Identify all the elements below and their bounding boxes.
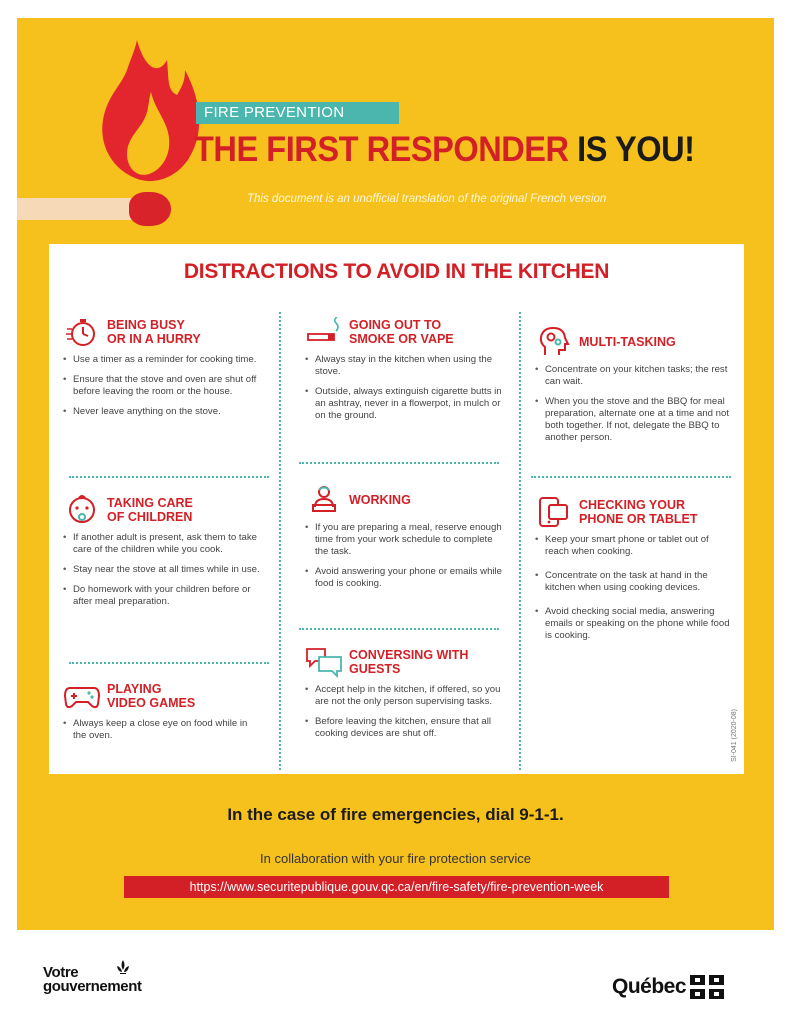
cigarette-icon (305, 314, 343, 350)
phone-tablet-icon (535, 494, 573, 530)
row-divider-col2-a (299, 462, 499, 464)
section-working (305, 480, 505, 598)
speech-bubbles-icon (305, 644, 343, 680)
row-divider-col3-a (531, 476, 731, 478)
list-item: • Stay near the stove at all times while in use. (63, 564, 263, 576)
row-divider-col2-b (299, 628, 499, 630)
votre-gouvernement-logo: Votre gouvernement (43, 966, 142, 994)
list-item: • Outside, always extinguish cigarette butts in an ashtray, never in a flowerpot, in mulch or on the ground. (305, 386, 505, 422)
list-item: • Use a timer as a reminder for cooking time. (63, 354, 263, 366)
section-title: CONVERSING WITH GUESTS (349, 648, 469, 676)
headline (194, 130, 694, 170)
list-item: • Always keep a close eye on food while in the oven. (63, 718, 263, 742)
headline-black: IS YOU! (577, 130, 695, 169)
distractions-panel (49, 244, 744, 774)
list-item: • Always stay in the kitchen when using the stove. (305, 354, 505, 378)
list-item: • Never leave anything on the stove. (63, 406, 263, 418)
list-item: • If you are preparing a meal, reserve enough time from your work schedule to complete the task. (305, 522, 505, 558)
quebec-logo: Québec (612, 975, 724, 999)
translation-disclaimer: This document is an unofficial translation of the original French version (247, 193, 607, 205)
section-title: PLAYING VIDEO GAMES (107, 682, 196, 710)
section-multi-tasking (535, 322, 735, 452)
column-divider-1 (279, 312, 281, 770)
list-item: • If another adult is present, ask them to take care of the children while you cook. (63, 532, 263, 556)
row-divider-col1-a (69, 476, 269, 478)
emergency-message: In the case of fire emergencies, dial 9-1-1. (227, 805, 564, 824)
poster-background (17, 18, 774, 930)
list-item: • Before leaving the kitchen, ensure that all cooking devices are shut off. (305, 716, 505, 740)
section-title: MULTI-TASKING (579, 335, 676, 349)
headline-red: THE FIRST RESPONDER (194, 130, 569, 169)
section-being-busy (63, 312, 263, 426)
list-item: • Keep your smart phone or tablet out of reach when cooking. (535, 534, 735, 558)
fire-prevention-tag: FIRE PREVENTION (196, 102, 399, 124)
flame-icon (97, 40, 207, 190)
list-item: • Avoid answering your phone or emails while food is cooking. (305, 566, 505, 590)
quebec-flag-icon (690, 975, 724, 999)
list-item: • Concentrate on the task at hand in the kitchen when using cooking devices. (535, 570, 735, 594)
worker-laptop-icon (305, 482, 343, 518)
section-title: CHECKING YOUR PHONE OR TABLET (579, 498, 698, 526)
section-title: WORKING (349, 493, 411, 507)
section-title: GOING OUT TO SMOKE OR VAPE (349, 318, 454, 346)
section-playing-video-games (63, 676, 263, 750)
stopwatch-icon (63, 314, 101, 350)
section-checking-phone (535, 492, 735, 650)
section-title: BEING BUSY OR IN A HURRY (107, 318, 201, 346)
section-title: TAKING CARE OF CHILDREN (107, 496, 193, 524)
list-item: • Accept help in the kitchen, if offered, so you are not the only person supervising tasks. (305, 684, 505, 708)
collaboration-text: In collaboration with your fire protection service (260, 851, 531, 866)
head-gears-icon (535, 324, 573, 360)
section-going-out-to-smoke (305, 312, 505, 430)
fleur-de-lis-icon (115, 960, 131, 980)
match-stick (17, 198, 137, 220)
list-item: • Ensure that the stove and oven are shut off before leaving the room or the house. (63, 374, 263, 398)
list-item: • Concentrate on your kitchen tasks; the rest can wait. (535, 364, 735, 388)
panel-title: DISTRACTIONS TO AVOID IN THE KITCHEN (183, 260, 610, 283)
section-conversing-with-guests (305, 642, 505, 748)
section-taking-care-of-children (63, 490, 263, 616)
match-head (129, 192, 171, 226)
gamepad-icon (63, 678, 101, 714)
baby-icon (63, 492, 101, 528)
website-link[interactable]: https://www.securitepublique.gouv.qc.ca/en/fire-safety/fire-prevention-week (124, 876, 669, 898)
document-code: SI-041 (2020-08) (731, 709, 738, 762)
list-item: • When you the stove and the BBQ for meal preparation, alternate one at a time and not both together. If not, delegate the BBQ to another person. (535, 396, 735, 444)
list-item: • Avoid checking social media, answering emails or speaking on the phone while food is cooking. (535, 606, 735, 642)
column-divider-2 (519, 312, 521, 770)
list-item: • Do homework with your children before or after meal preparation. (63, 584, 263, 608)
row-divider-col1-b (69, 662, 269, 664)
